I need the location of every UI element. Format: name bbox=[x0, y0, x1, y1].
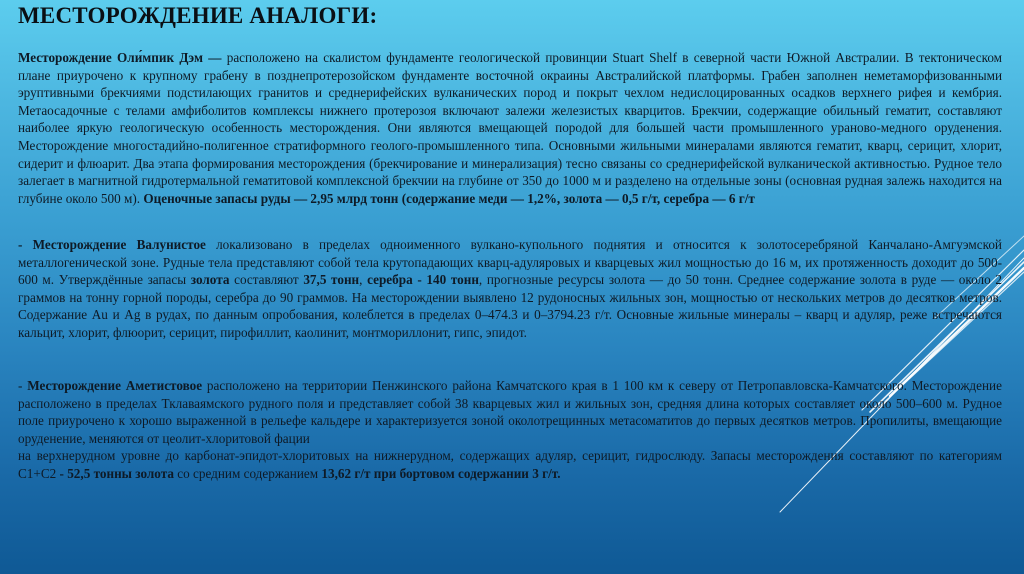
text-run: , прогнозные ресурсы золота — до 50 тонн. Среднее содержание золота в руде — около 2 граммов на тонну горной породы, серебра до 90 граммов. На месторождении выявлено 12 рудоносных жильных зон, мощностью от нескольких метров до десятков метров. Содержание Au и Ag в рудах, по данным опробования, колеблется в пределах 0–474.3 и 0–3794.23 г/т. Основные жильные минералы – кварц и адуляр, реже встречаются кальцит, хлорит, флюорит, серицит, пирофиллит, каолинит, монтмориллонит, гипс, эпидот. bbox=[18, 272, 1002, 340]
text-run: составляют bbox=[229, 272, 304, 288]
bold-text-run: золота bbox=[190, 272, 230, 288]
text-run: , bbox=[359, 272, 368, 288]
text-run: локализовано в пределах одноименного вулкано-купольного поднятия и относится к золотосеребряной Канчалано-Амгуэмской металлогенической зоне. Рудные тела представляют собой тела крутопадающих кварц-адуляровых и кварцевых жил мощностью до 16 м, их протяженность доходит до 500-600 м. Утверждённые запасы bbox=[18, 237, 1002, 288]
bold-text-run: серебра - 140 тонн bbox=[367, 272, 479, 288]
bold-text-run: Месторождение Аметистовое bbox=[27, 378, 203, 393]
text-run: расположено на скалистом фундаменте геологической провинции Stuart Shelf в северной части Южной Австралии. В тектоническом плане приурочено к крупному грабену в позднепротерозойском фундаменте восточной окраины Австралийской платформы. Грабен заполнен неметаморфизованными эруптивными брекчиями подстилающих гранитов и среднерифейских вулканических пород и покрыт чехлом недислоцированных осадков верхнего рифея и кембрия. Метаосадочные с телами амфиболитов комплексы нижнего протерозоя включают залежи железистых кварцитов. Брекчии, содержащие обильный гематит, составляют наиболее яркую геологическую особенность месторождения. Они являются вмещающей породой для большей части промышленного ураново-медного оруденения. Месторождение многостадийно-полигенное стратиформного геолого-промышленного типа. Основными жильными минералами являются гематит, кварц, серицит, хлорит, сидерит и флюарит. Два этапа формирования месторождения (брекчирование и минерализация) тесно связаны со среднерифейской вулканической активностью. Рудное тело залегает в магнитной гидротермальной гематитовой комплексной брекчии на глубине от 350 до 1000 м и разделено на отдельные зоны (основная рудная залежь находится на глубине около 500 м). bbox=[18, 50, 1003, 206]
bold-text-run: Месторождение Оли́мпик Дэм — bbox=[18, 50, 222, 65]
bold-text-run: 13,62 г/т при бортовом содержании 3 г/т. bbox=[321, 465, 561, 481]
bold-text-run: Оценочные запасы руды — 2,95 млрд тонн (содержание меди — 1,2%, золота — 0,5 г/т, серебра — 6 г/т bbox=[143, 190, 755, 206]
paragraph-olympic-dam bbox=[18, 49, 1002, 207]
text-run: расположено на территории Пенжинского района Камчатского края в 1 100 км к северу от Петропавловска-Камчатского. Месторождение расположено в пределах Тклаваямского рудного поля и представляет собой 38 кварцевых жил и жильных зон, средняя длина которых составляет около 500–600 м. Рудное поле приурочено к хорошо выраженной в рельефе кальдере и характеризуется зоной околотрещинных метасоматитов до первых десятков метров. Пропилиты, вмещающие оруденение, меняются от цеолит-хлоритовой фации bbox=[18, 378, 1002, 446]
text-run: на верхнерудном уровне до карбонат-эпидот-хлоритовых на нижнерудном, содержащих адуляр, серицит, гидрослюду. Запасы месторождения составляют по категориям С1+С2 bbox=[18, 448, 1002, 481]
paragraph-valunistoe bbox=[18, 236, 1002, 342]
slide-title: МЕСТОРОЖДЕНИЕ АНАЛОГИ: bbox=[18, 3, 378, 28]
bold-text-run: - 52,5 тонны золота bbox=[59, 465, 174, 481]
text-run: со средним содержанием bbox=[173, 465, 322, 481]
bold-text-run: - Месторождение Валунистое bbox=[18, 237, 206, 252]
paragraph-ametistovoe bbox=[18, 377, 1002, 483]
text-run: - bbox=[18, 378, 28, 393]
bold-text-run: 37,5 тонн bbox=[303, 272, 360, 288]
